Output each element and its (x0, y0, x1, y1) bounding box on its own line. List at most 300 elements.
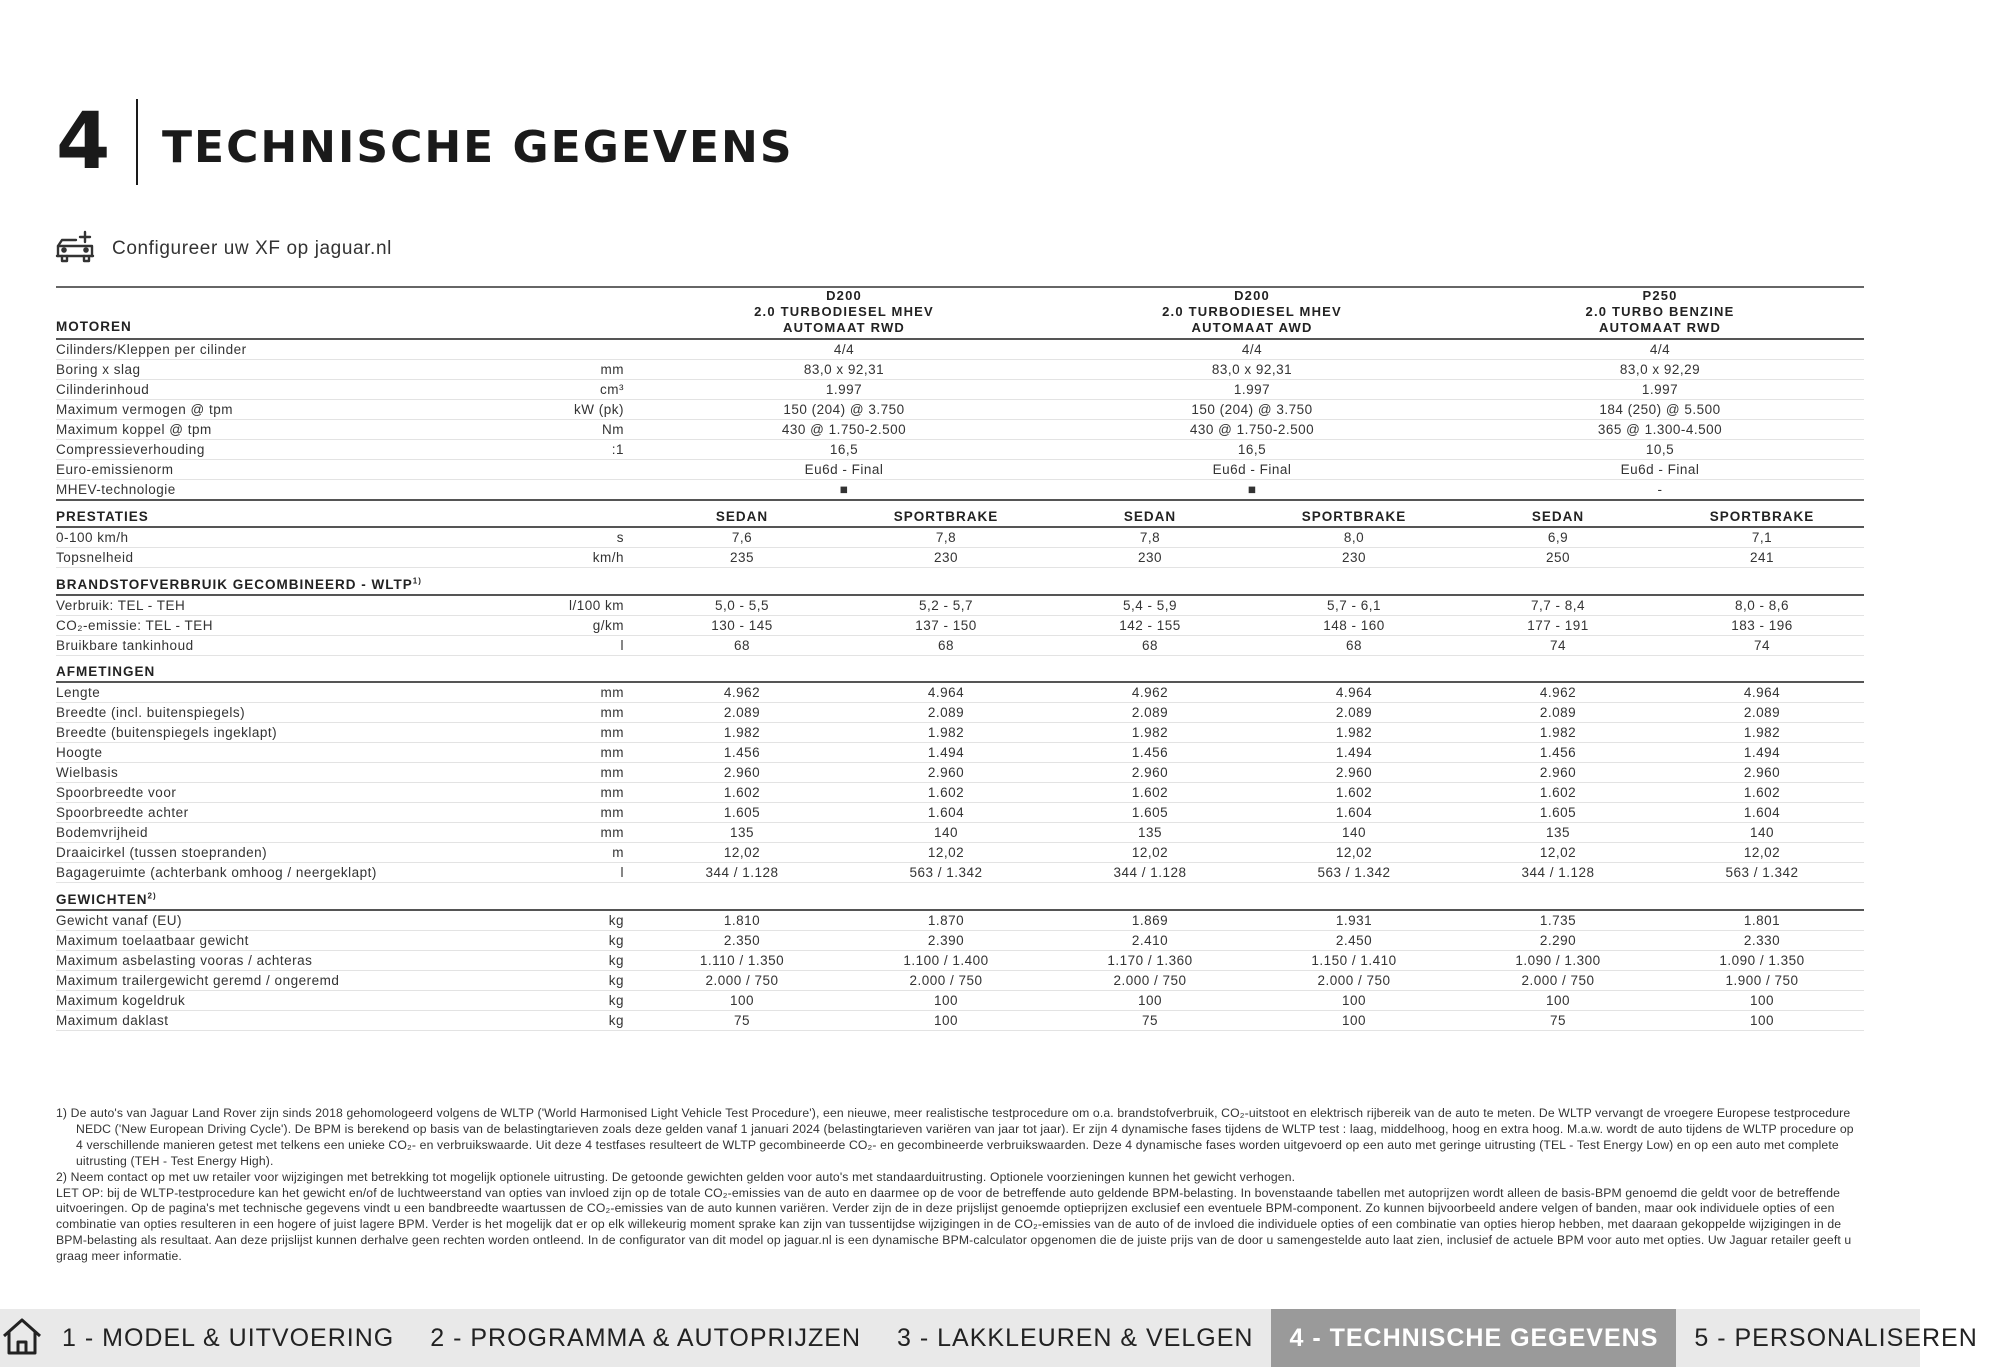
row-value: 2.390 (844, 930, 1048, 950)
page-header (56, 98, 794, 186)
section-blank (640, 655, 844, 682)
row-value: 75 (640, 1010, 844, 1030)
row-value: 1.090 / 1.300 (1456, 950, 1660, 970)
row-value: 2.000 / 750 (1048, 970, 1252, 990)
row-value: 100 (1252, 1010, 1456, 1030)
engine-header-2: D200 2.0 TURBODIESEL MHEV AUTOMAAT AWD (1048, 287, 1456, 339)
row-value: 1.982 (844, 723, 1048, 743)
table-row (56, 950, 1864, 970)
row-unit: kg (464, 970, 640, 990)
row-value: 4/4 (1048, 339, 1456, 360)
row-value: 83,0 x 92,31 (640, 360, 1048, 380)
row-value: 2.089 (1048, 703, 1252, 723)
row-value: 1.870 (844, 910, 1048, 931)
table-row (56, 380, 1864, 400)
row-value: ■ (1048, 480, 1456, 501)
row-value: 16,5 (640, 440, 1048, 460)
configure-text[interactable]: Configureer uw XF op jaguar.nl (112, 237, 392, 259)
table-row (56, 440, 1864, 460)
section-title: BRANDSTOFVERBRUIK GECOMBINEERD - WLTP$^{1)}$ (56, 568, 464, 595)
table-row (56, 990, 1864, 1010)
row-value: Eu6d - Final (1456, 460, 1864, 480)
row-unit: kg (464, 930, 640, 950)
row-unit: kg (464, 910, 640, 931)
row-value: 2.089 (1252, 703, 1456, 723)
nav-personaliseren[interactable]: 5 - PERSONALISEREN (1694, 1323, 1978, 1352)
section-unit-blank (464, 655, 640, 682)
section-blank (1456, 568, 1660, 595)
row-unit (464, 480, 640, 501)
row-label: Boring x slag (56, 360, 464, 380)
section-unit-blank (464, 500, 640, 527)
table-row (56, 843, 1864, 863)
row-value: 250 (1456, 548, 1660, 568)
row-value: 7,8 (1048, 527, 1252, 548)
unit-column-header (464, 287, 640, 339)
row-value: 2.089 (1456, 703, 1660, 723)
section-header-row (56, 568, 1864, 595)
row-value: 344 / 1.128 (1048, 863, 1252, 883)
page-title: TECHNISCHE GEGEVENS (162, 121, 794, 173)
row-value: 5,7 - 6,1 (1252, 595, 1456, 616)
row-value: 2.000 / 750 (844, 970, 1048, 990)
row-label: Draaicirkel (tussen stoepranden) (56, 843, 464, 863)
row-value: 68 (1252, 635, 1456, 655)
row-unit: mm (464, 703, 640, 723)
engine-header-1: D200 2.0 TURBODIESEL MHEV AUTOMAAT RWD (640, 287, 1048, 339)
row-value: 4/4 (1456, 339, 1864, 360)
nav-lakkleuren-velgen[interactable]: 3 - LAKKLEUREN & VELGEN (897, 1323, 1254, 1352)
row-value: 4.964 (844, 682, 1048, 703)
row-value: 4.962 (1048, 682, 1252, 703)
row-value: 1.456 (640, 743, 844, 763)
row-value: 365 @ 1.300-4.500 (1456, 420, 1864, 440)
row-value: 140 (844, 823, 1048, 843)
row-value: 8,0 - 8,6 (1660, 595, 1864, 616)
table-row (56, 339, 1864, 360)
table-row (56, 783, 1864, 803)
row-value: 1.997 (1456, 380, 1864, 400)
row-value: 1.810 (640, 910, 844, 931)
table-row (56, 400, 1864, 420)
row-value: 2.450 (1252, 930, 1456, 950)
row-unit: l (464, 863, 640, 883)
row-value: 2.410 (1048, 930, 1252, 950)
row-value: 12,02 (1660, 843, 1864, 863)
row-value: 1.605 (1048, 803, 1252, 823)
footnotes (56, 1106, 1864, 1265)
row-value: 7,1 (1660, 527, 1864, 548)
row-value: 10,5 (1456, 440, 1864, 460)
row-value: 7,7 - 8,4 (1456, 595, 1660, 616)
row-value: - (1456, 480, 1864, 501)
row-value: 1.801 (1660, 910, 1864, 931)
nav-model-uitvoering[interactable]: 1 - MODEL & UITVOERING (62, 1323, 395, 1352)
row-label: Euro-emissienorm (56, 460, 464, 480)
table-row (56, 970, 1864, 990)
row-value: 2.960 (1048, 763, 1252, 783)
row-value: 230 (1048, 548, 1252, 568)
table-row (56, 420, 1864, 440)
row-unit: km/h (464, 548, 640, 568)
row-value: 68 (640, 635, 844, 655)
row-value: 7,8 (844, 527, 1048, 548)
row-value: 1.982 (640, 723, 844, 743)
row-value: 1.602 (1048, 783, 1252, 803)
row-value: 1.605 (1456, 803, 1660, 823)
row-value: 100 (1660, 990, 1864, 1010)
row-value: 74 (1660, 635, 1864, 655)
row-unit: g/km (464, 615, 640, 635)
section-unit-blank (464, 883, 640, 910)
section-header-row (56, 500, 1864, 527)
row-value: 4.962 (640, 682, 844, 703)
table-row (56, 803, 1864, 823)
row-value: 1.931 (1252, 910, 1456, 931)
body-type-header: SEDAN (1456, 500, 1660, 527)
section-blank (640, 883, 844, 910)
row-value: 430 @ 1.750-2.500 (640, 420, 1048, 440)
section-blank (1048, 568, 1252, 595)
body-type-header: SEDAN (1048, 500, 1252, 527)
body-type-header: SEDAN (640, 500, 844, 527)
row-label: Maximum trailergewicht geremd / ongeremd (56, 970, 464, 990)
section-blank (1252, 568, 1456, 595)
row-value: 1.494 (1252, 743, 1456, 763)
section-header-row (56, 655, 1864, 682)
row-unit: kg (464, 990, 640, 1010)
row-value: ■ (640, 480, 1048, 501)
row-value: 1.982 (1660, 723, 1864, 743)
row-value: 100 (1660, 1010, 1864, 1030)
header-divider (136, 99, 138, 185)
table-row (56, 527, 1864, 548)
row-value: 1.602 (844, 783, 1048, 803)
table-row (56, 682, 1864, 703)
row-value: 12,02 (1048, 843, 1252, 863)
row-value: 142 - 155 (1048, 615, 1252, 635)
row-unit: s (464, 527, 640, 548)
row-label: Maximum koppel @ tpm (56, 420, 464, 440)
row-label: Bruikbare tankinhoud (56, 635, 464, 655)
row-unit: Nm (464, 420, 640, 440)
row-value: 1.604 (844, 803, 1048, 823)
row-value: 137 - 150 (844, 615, 1048, 635)
row-label: Verbruik: TEL - TEH (56, 595, 464, 616)
row-value: 140 (1252, 823, 1456, 843)
table-row (56, 460, 1864, 480)
body-type-header: SPORTBRAKE (1252, 500, 1456, 527)
row-value: 1.602 (640, 783, 844, 803)
section-blank (844, 655, 1048, 682)
row-label: Breedte (buitenspiegels ingeklapt) (56, 723, 464, 743)
row-value: 12,02 (844, 843, 1048, 863)
row-unit: l/100 km (464, 595, 640, 616)
row-label: Maximum kogeldruk (56, 990, 464, 1010)
row-value: 1.900 / 750 (1660, 970, 1864, 990)
table-row (56, 595, 1864, 616)
footnote-2: 2) Neem contact op met uw retailer voor wijzigingen met betrekking tot mogelijk optionele uitrusting. De getoonde gewichten gelden voor auto's met standaarduitrusting. Optionele voorzieningen kunnen het gewicht verhogen. (56, 1169, 1296, 1184)
section-blank (1252, 883, 1456, 910)
table-row (56, 863, 1864, 883)
row-value: 2.089 (1660, 703, 1864, 723)
row-value: 2.960 (1660, 763, 1864, 783)
table-row (56, 930, 1864, 950)
bottom-navigation (0, 1309, 1978, 1367)
row-value: 83,0 x 92,29 (1456, 360, 1864, 380)
section-blank (1456, 655, 1660, 682)
row-value: 2.960 (1252, 763, 1456, 783)
row-value: 2.089 (844, 703, 1048, 723)
chapter-number: 4 (56, 97, 111, 187)
row-value: 1.494 (1660, 743, 1864, 763)
row-value: Eu6d - Final (640, 460, 1048, 480)
row-label: Topsnelheid (56, 548, 464, 568)
row-value: 2.350 (640, 930, 844, 950)
row-unit: :1 (464, 440, 640, 460)
table-row (56, 823, 1864, 843)
row-value: 1.982 (1048, 723, 1252, 743)
row-label: MHEV-technologie (56, 480, 464, 501)
row-label: Bodemvrijheid (56, 823, 464, 843)
row-unit: mm (464, 743, 640, 763)
table-row (56, 615, 1864, 635)
row-value: 7,6 (640, 527, 844, 548)
row-value: 135 (1456, 823, 1660, 843)
row-value: 1.494 (844, 743, 1048, 763)
footnote-ref: 1) (412, 576, 422, 585)
section-blank (1048, 883, 1252, 910)
row-label: CO₂-emissie: TEL - TEH (56, 615, 464, 635)
row-value: 235 (640, 548, 844, 568)
section-blank (1048, 655, 1252, 682)
row-value: 563 / 1.342 (1660, 863, 1864, 883)
row-unit: m (464, 843, 640, 863)
row-value: 6,9 (1456, 527, 1660, 548)
section-blank (1252, 655, 1456, 682)
row-label: Spoorbreedte voor (56, 783, 464, 803)
body-type-header: SPORTBRAKE (844, 500, 1048, 527)
row-value: 100 (640, 990, 844, 1010)
row-value: 100 (1456, 990, 1660, 1010)
row-value: 1.997 (1048, 380, 1456, 400)
row-value: 1.150 / 1.410 (1252, 950, 1456, 970)
table-row (56, 723, 1864, 743)
row-value: 75 (1456, 1010, 1660, 1030)
engine-header-3: P250 2.0 TURBO BENZINE AUTOMAAT RWD (1456, 287, 1864, 339)
row-unit: mm (464, 682, 640, 703)
row-value: 1.869 (1048, 910, 1252, 931)
row-value: 135 (640, 823, 844, 843)
row-label: Maximum toelaatbaar gewicht (56, 930, 464, 950)
row-value: 16,5 (1048, 440, 1456, 460)
section-blank (844, 883, 1048, 910)
section-header-row (56, 883, 1864, 910)
row-value: 1.110 / 1.350 (640, 950, 844, 970)
engine-header-row (56, 287, 1864, 339)
section-title: PRESTATIES (56, 500, 464, 527)
row-value: 1.602 (1660, 783, 1864, 803)
row-value: 2.089 (640, 703, 844, 723)
row-value: 2.960 (844, 763, 1048, 783)
row-value: 4.962 (1456, 682, 1660, 703)
body-type-header: SPORTBRAKE (1660, 500, 1864, 527)
section-blank (1660, 568, 1864, 595)
row-value: 2.330 (1660, 930, 1864, 950)
section-blank (1456, 883, 1660, 910)
row-value: 183 - 196 (1660, 615, 1864, 635)
row-unit: mm (464, 803, 640, 823)
row-value: 344 / 1.128 (1456, 863, 1660, 883)
row-value: 2.290 (1456, 930, 1660, 950)
row-label: Compressieverhouding (56, 440, 464, 460)
row-value: 4.964 (1252, 682, 1456, 703)
row-value: 2.960 (640, 763, 844, 783)
section-blank (1660, 883, 1864, 910)
row-unit: mm (464, 763, 640, 783)
row-value: 135 (1048, 823, 1252, 843)
row-value: 1.456 (1456, 743, 1660, 763)
footnote-notice: LET OP: bij de WLTP-testprocedure kan het gewicht en/of de luchtweerstand van opties van invloed zijn op de totale CO₂-emissies van de auto en daarmee op de voor de betreffende auto geldende BPM-belasting. In bovenstaande tabellen met autoprijzen wordt alleen de basis-BPM genoemd die geldt voor de betreffende uitvoeringen. Op de pagina's met technische gegevens vindt u een bandbreedte waartussen de CO₂-emissies van de auto kunnen variëren. Verder zijn de in deze prijslijst genoemde optieprijzen exclusief een eventuele BPM-component. Zo kunnen bijvoorbeeld andere velgen of banden, maar ook individuele opties of een combinatie van opties resulteren in een hogere of juist lagere BPM. Verder is het mogelijk dat er op elk willekeurig moment sprake kan zijn van tussentijdse wijzigingen in de CO₂-emissies van de auto of de invloed die individuele opties of een combinatie van opties hierop hebben, met daaraan gekoppelde wijzigingen in de BPM-belasting als resultaat. Aan deze prijslijst kunnen derhalve geen rechten worden ontleend. In de configurator van dit model op jaguar.nl is een dynamische BPM-calculator opgenomen die de juiste prijs van de door u samengestelde auto laat zien, inclusief de actuele BPM voor auto met opties. Uw Jaguar retailer geeft u graag meer informatie. (56, 1185, 1852, 1264)
row-value: 430 @ 1.750-2.500 (1048, 420, 1456, 440)
row-unit (464, 339, 640, 360)
row-value: 230 (1252, 548, 1456, 568)
configure-link[interactable] (54, 228, 392, 269)
row-unit: mm (464, 823, 640, 843)
row-label: Gewicht vanaf (EU) (56, 910, 464, 931)
row-label: Maximum daklast (56, 1010, 464, 1030)
table-row (56, 910, 1864, 931)
section-unit-blank (464, 568, 640, 595)
table-row (56, 480, 1864, 501)
row-value: 100 (1252, 990, 1456, 1010)
row-label: Maximum vermogen @ tpm (56, 400, 464, 420)
footnote-ref: 2) (147, 891, 157, 900)
row-value: 2.000 / 750 (640, 970, 844, 990)
row-unit: kg (464, 950, 640, 970)
home-icon (0, 1316, 44, 1361)
nav-programma-autoprijzen[interactable]: 2 - PROGRAMMA & AUTOPRIJZEN (430, 1323, 862, 1352)
table-row (56, 763, 1864, 783)
row-value: 230 (844, 548, 1048, 568)
row-value: 1.604 (1252, 803, 1456, 823)
row-value: 5,2 - 5,7 (844, 595, 1048, 616)
section-title: AFMETINGEN (56, 655, 464, 682)
row-label: Wielbasis (56, 763, 464, 783)
row-value: 1.170 / 1.360 (1048, 950, 1252, 970)
row-value: 130 - 145 (640, 615, 844, 635)
table-row (56, 548, 1864, 568)
row-value: 68 (1048, 635, 1252, 655)
row-value: 100 (844, 1010, 1048, 1030)
row-value: 1.997 (640, 380, 1048, 400)
row-unit: mm (464, 723, 640, 743)
section-blank (640, 568, 844, 595)
section-title-motoren: MOTOREN (56, 287, 464, 339)
row-value: 12,02 (1252, 843, 1456, 863)
row-value: 1.982 (1252, 723, 1456, 743)
row-unit: mm (464, 783, 640, 803)
row-unit: cm³ (464, 380, 640, 400)
row-value: 1.735 (1456, 910, 1660, 931)
car-configure-icon (54, 228, 98, 269)
row-unit: l (464, 635, 640, 655)
row-value: 148 - 160 (1252, 615, 1456, 635)
section-blank (1660, 655, 1864, 682)
row-label: Cilinderinhoud (56, 380, 464, 400)
row-value: 563 / 1.342 (844, 863, 1048, 883)
row-value: 5,0 - 5,5 (640, 595, 844, 616)
home-button[interactable] (0, 1309, 44, 1367)
row-value: 563 / 1.342 (1252, 863, 1456, 883)
row-value: 1.605 (640, 803, 844, 823)
spec-table (56, 286, 1864, 1031)
row-value: 241 (1660, 548, 1864, 568)
section-blank (844, 568, 1048, 595)
row-value: 1.982 (1456, 723, 1660, 743)
row-value: 5,4 - 5,9 (1048, 595, 1252, 616)
row-unit: mm (464, 360, 640, 380)
row-value: 4/4 (640, 339, 1048, 360)
row-value: 83,0 x 92,31 (1048, 360, 1456, 380)
row-label: Spoorbreedte achter (56, 803, 464, 823)
table-row (56, 703, 1864, 723)
row-unit: kg (464, 1010, 640, 1030)
row-value: 2.000 / 750 (1456, 970, 1660, 990)
row-value: 1.602 (1456, 783, 1660, 803)
row-value: 344 / 1.128 (640, 863, 844, 883)
table-row (56, 1010, 1864, 1030)
nav-technische-gegevens[interactable]: 4 - TECHNISCHE GEGEVENS (1271, 1309, 1676, 1367)
row-value: 100 (1048, 990, 1252, 1010)
row-value: 2.000 / 750 (1252, 970, 1456, 990)
table-row (56, 360, 1864, 380)
row-value: 4.964 (1660, 682, 1864, 703)
row-value: 1.456 (1048, 743, 1252, 763)
row-value: 150 (204) @ 3.750 (640, 400, 1048, 420)
row-value: 68 (844, 635, 1048, 655)
row-value: 184 (250) @ 5.500 (1456, 400, 1864, 420)
row-label: Bagageruimte (achterbank omhoog / neergeklapt) (56, 863, 464, 883)
row-unit (464, 460, 640, 480)
row-value: 140 (1660, 823, 1864, 843)
row-value: 8,0 (1252, 527, 1456, 548)
row-value: Eu6d - Final (1048, 460, 1456, 480)
row-value: 1.090 / 1.350 (1660, 950, 1864, 970)
row-label: Cilinders/Kleppen per cilinder (56, 339, 464, 360)
table-row (56, 635, 1864, 655)
row-label: Hoogte (56, 743, 464, 763)
row-value: 2.960 (1456, 763, 1660, 783)
row-unit: kW (pk) (464, 400, 640, 420)
footnote-1: 1) De auto's van Jaguar Land Rover zijn sinds 2018 gehomologeerd volgens de WLTP ('World Harmonised Light Vehicle Test Procedure'), een nieuwe, meer realistische testprocedure om o.a. brandstofverbruik, CO₂-uitstoot en elektrisch rijbereik van de auto te meten. De WLTP vervangt de vroegere Europese testprocedure NEDC ('New European Driving Cycle'). De BPM is berekend op basis van de belastingtarieven zoals deze gelden vanaf 1 januari 2024 (belastingtarieven variëren van jaar tot jaar). Er zijn 4 dynamische fases tijdens de WLTP test : laag, middelhoog, hoog en extra hoog. M.a.w. wordt de auto tijdens de WLTP procedure op 4 verschillende manieren getest met telkens een unieke CO₂- en verbruikswaarde. Uit deze 4 testfases resulteert de WLTP gecombineerde CO₂- en gecombineerde verbruikswaarden. Deze 4 dynamische fases worden uitgevoerd op een auto met geringe uitrusting (TEL - Test Energy Low) en op een auto met complete uitrusting (TEH - Test Energy High). (56, 1106, 1854, 1168)
row-value: 177 - 191 (1456, 615, 1660, 635)
row-value: 150 (204) @ 3.750 (1048, 400, 1456, 420)
row-value: 100 (844, 990, 1048, 1010)
row-label: Breedte (incl. buitenspiegels) (56, 703, 464, 723)
row-value: 74 (1456, 635, 1660, 655)
table-row (56, 743, 1864, 763)
row-value: 12,02 (640, 843, 844, 863)
section-title: GEWICHTEN$^{2)}$ (56, 883, 464, 910)
row-label: 0-100 km/h (56, 527, 464, 548)
row-label: Maximum asbelasting vooras / achteras (56, 950, 464, 970)
row-value: 1.100 / 1.400 (844, 950, 1048, 970)
row-label: Lengte (56, 682, 464, 703)
row-value: 1.602 (1252, 783, 1456, 803)
row-value: 75 (1048, 1010, 1252, 1030)
row-value: 12,02 (1456, 843, 1660, 863)
